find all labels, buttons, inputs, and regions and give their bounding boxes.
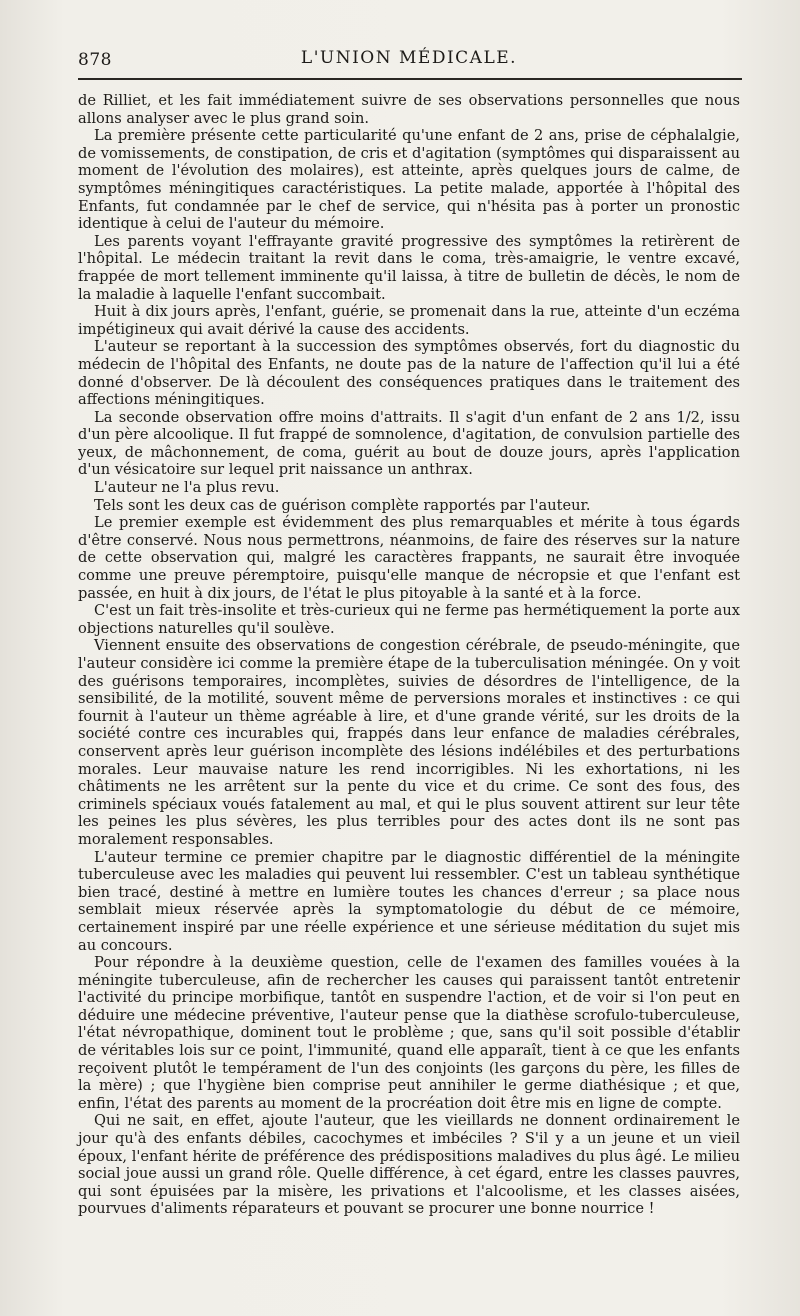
paragraph: L'auteur se reportant à la succession des symptômes observés, fort du diagnostic du médecin de l'hôpital des Enfants, ne doute pas de la nature de l'affection qu'il lui a été donné d'observer. De là découlent des conséquences pratiques dans le traitement des affections méningitiques. (78, 338, 740, 409)
paragraph: Le premier exemple est évidemment des plus remarquables et mérite à tous égards d'être conservé. Nous nous permettrons, néanmoins, de faire des réserves sur la nature de cette observation qui, malgré les caractères frappants, ne saurait être invoquée comme une preuve péremptoire, puisqu'elle manque de nécropsie et que l'enfant est passée, en huit à dix jours, de l'état le plus pitoyable à la santé et à la force. (78, 514, 740, 602)
paragraph: Viennent ensuite des observations de congestion cérébrale, de pseudo-méningite, que l'auteur considère ici comme la première étape de la tuberculisation méningée. On y voit des guérisons temporaires, incomplètes, suivies de désordres de l'intelligence, de la sensibilité, de la motilité, souvent même de perversions morales et instinctives : ce qui fournit à l'auteur un thème agréable à lire, et d'une grande vérité, sur les droits de la société contre ces incurables qui, frappés dans leur enfance de maladies cérébrales, conservent après leur guérison incomplète des lésions indélébiles et des perturbations morales. Leur mauvaise nature les rend incorrigibles. Ni les exhortations, ni les châtiments ne les arrêtent sur la pente du vice et du crime. Ce sont des fous, des criminels spéciaux voués fatalement au mal, et qui le plus souvent attirent sur leur tête les peines les plus sévères, les plus terribles pour des actes dont ils ne sont pas moralement responsables. (78, 637, 740, 848)
header-rule (78, 78, 742, 80)
body-text (78, 92, 740, 1218)
paragraph: La seconde observation offre moins d'attraits. Il s'agit d'un enfant de 2 ans 1/2, issu d'un père alcoolique. Il fut frappé de somnolence, d'agitation, de convulsion partielle des yeux, de mâchonnement, de coma, guérit au bout de douze jours, après l'application d'un vésicatoire sur lequel prit naissance un anthrax. (78, 408, 740, 479)
running-title: L'UNION MÉDICALE. (300, 48, 518, 68)
paragraph: La première présente cette particularité qu'une enfant de 2 ans, prise de céphalalgie, de vomissements, de constipation, de cris et d'agitation (symptômes qui disparaissent au moment de l'évolution des molaires), est atteinte, après quelques jours de calme, de symptômes méningitiques caractéristiques. La petite malade, apportée à l'hôpital des Enfants, fut condamnée par le chef de service, qui n'hésita pas à porter un pronostic identique à celui de l'auteur du mémoire. (78, 127, 740, 233)
page-number: 878 (78, 50, 112, 70)
paragraph: Huit à dix jours après, l'enfant, guérie, se promenait dans la rue, atteinte d'un eczéma impétigineux qui avait dérivé la cause des accidents. (78, 303, 740, 338)
paragraph: Les parents voyant l'effrayante gravité progressive des symptômes la retirèrent de l'hôpital. Le médecin traitant la revit dans le coma, très-amaigrie, le ventre excavé, frappée de mort tellement imminente qu'il laissa, à titre de bulletin de décès, le nom de la maladie à laquelle l'enfant succombait. (78, 232, 740, 303)
page-header (78, 44, 740, 78)
paragraph: C'est un fait très-insolite et très-curieux qui ne ferme pas hermétiquement la porte aux objections naturelles qu'il soulève. (78, 602, 740, 637)
paragraph: de Rilliet, et les fait immédiatement suivre de ses observations personnelles que nous allons analyser avec le plus grand soin. (78, 92, 740, 127)
paragraph: Tels sont les deux cas de guérison complète rapportés par l'auteur. (94, 496, 591, 514)
paragraph: L'auteur termine ce premier chapitre par le diagnostic différentiel de la méningite tuberculeuse avec les maladies qui peuvent lui ressembler. C'est un tableau synthétique bien tracé, destiné à mettre en lumière toutes les chances d'erreur ; sa place nous semblait mieux réservée après la symptomatologie du début de ce mémoire, certainement inspiré par une réelle expérience et une sérieuse méditation du sujet mis au concours. (78, 848, 740, 954)
paragraph: Pour répondre à la deuxième question, celle de l'examen des familles vouées à la méningite tuberculeuse, afin de rechercher les causes qui paraissent tantôt entretenir l'activité du principe morbifique, tantôt en suspendre l'action, et de voir si l'on peut en déduire une médecine préventive, l'auteur pense que la diathèse scrofulo-tuberculeuse, l'état névropathique, dominent tout le problème ; que, sans qu'il soit possible d'établir de véritables lois sur ce point, l'immunité, quand elle apparaît, tient à ce que les enfants reçoivent plutôt le tempérament de l'un des conjoints (les garçons du père, les filles de la mère) ; que l'hygiène bien comprise peut annihiler le germe diathésique ; et que, enfin, l'état des parents au moment de la procréation doit être mis en ligne de compte. (78, 954, 740, 1112)
paragraph: L'auteur ne l'a plus revu. (94, 479, 280, 497)
paragraph: Qui ne sait, en effet, ajoute l'auteur, que les vieillards ne donnent ordinairement le jour qu'à des enfants débiles, cacochymes et imbéciles ? S'il y a un jeune et un vieil époux, l'enfant hérite de préférence des prédispositions maladives du plus âgé. Le milieu social joue aussi un grand rôle. Quelle différence, à cet égard, entre les classes pauvres, qui sont épuisées par la misère, les privations et l'alcoolisme, et les classes aisées, pourvues d'aliments réparateurs et pouvant se procurer une bonne nourrice ! (78, 1112, 740, 1218)
